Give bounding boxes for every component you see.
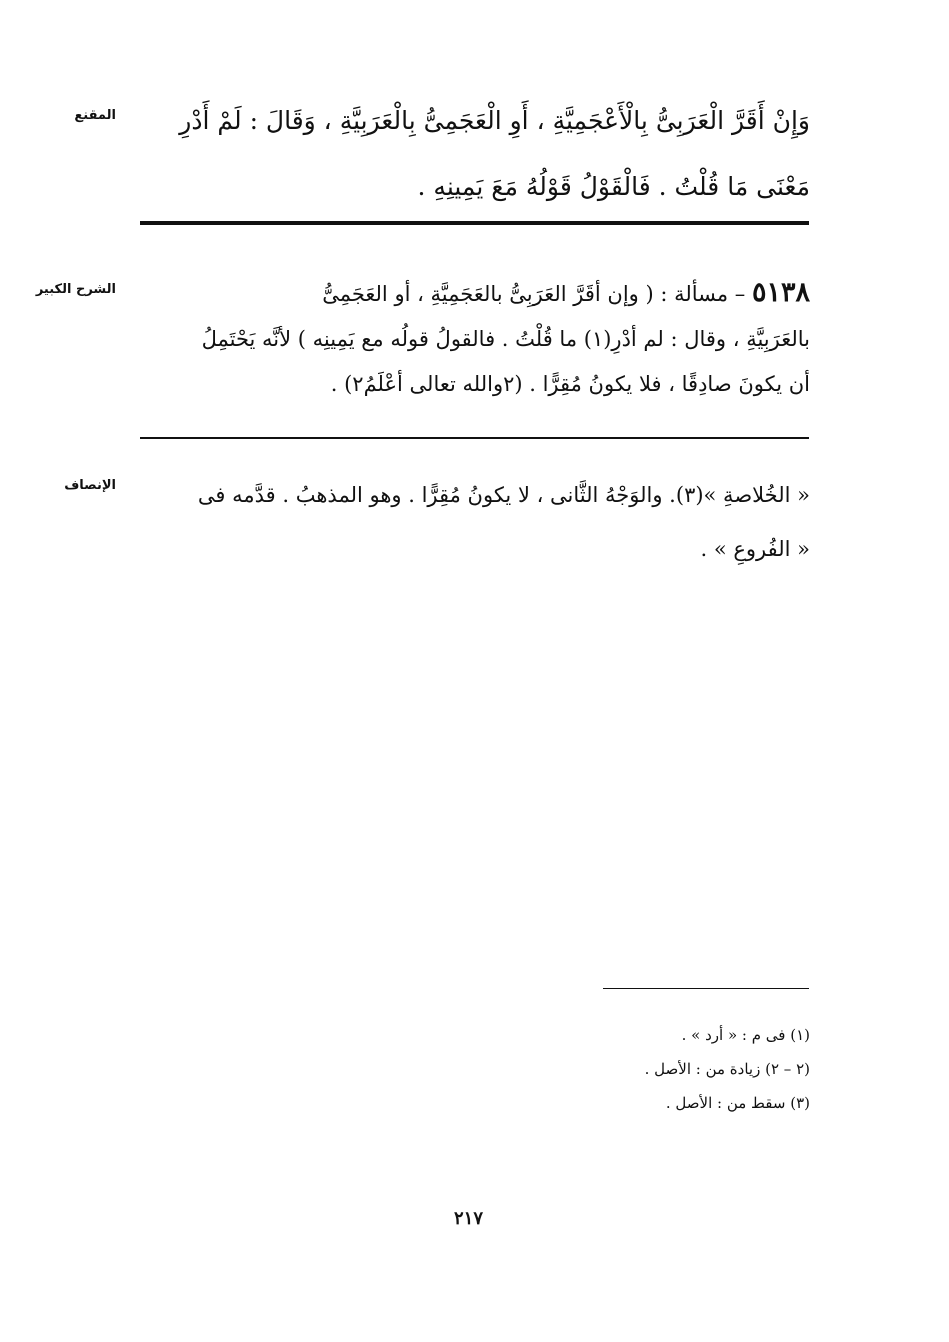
insaf-label: الإنصاف [64,478,116,493]
sharh-label: الشرح الكبير [35,282,116,297]
insaf-text [140,468,810,576]
footnote-3: (٣) سقط من : الأصل . [665,1094,810,1112]
insaf-line-2: « الفُروعِ » . [700,537,810,561]
sharh-line-3: أن يكونَ صادِقًا ، فلا يكونُ مُقِرًّا . (٢والله تعالى أعْلَمُ٢) . [330,372,810,396]
sharh-text [140,270,810,407]
footnote-2: (٢ – ٢) زيادة من : الأصل . [644,1060,810,1078]
footnotes [440,1018,810,1120]
muqni-line-1: وَإِنْ أَقَرَّ الْعَرَبِىُّ بِالْأَعْجَمِيَّةِ ، أَوِ الْعَجَمِىُّ بِالْعَرَبِيَّةِ ، وَقَالَ : لَمْ أَدْرِ [179,106,810,135]
footnote-1: (١) فى م : « أرد » . [681,1026,810,1044]
muqni-text [140,88,810,220]
issue-number: ٥١٣٨ [751,277,810,308]
muqni-line-2: مَعْنَى مَا قُلْتُ . فَالْقَوْلُ قَوْلُهُ مَعَ يَمِينِهِ . [417,172,810,201]
sharh-line-1 [140,270,810,317]
muqni-label: المقنع [74,108,116,123]
sharh-line-2: بالعَرَبِيَّةِ ، وقال : لم أدْرِ(١) ما قُلْتُ . فالقولُ قولُه مع يَمِينِه ) لأنَّه يَحْتَمِلُ [201,327,810,351]
sharh-line-1-text: – مسألة : ( وإن أقَرَّ العَرَبِىُّ بالعَجَمِيَّةِ ، أو العَجَمِىُّ [322,282,752,306]
page-number: ٢١٧ [454,1208,484,1229]
footnote-divider [603,988,809,989]
insaf-line-1: « الخُلاصةِ »(٣). والوَجْهُ الثَّانى ، لا يكونُ مُقِرًّا . وهو المذهبُ . قدَّمه فى [197,483,810,507]
thick-divider [140,221,809,225]
thin-divider [140,437,809,439]
